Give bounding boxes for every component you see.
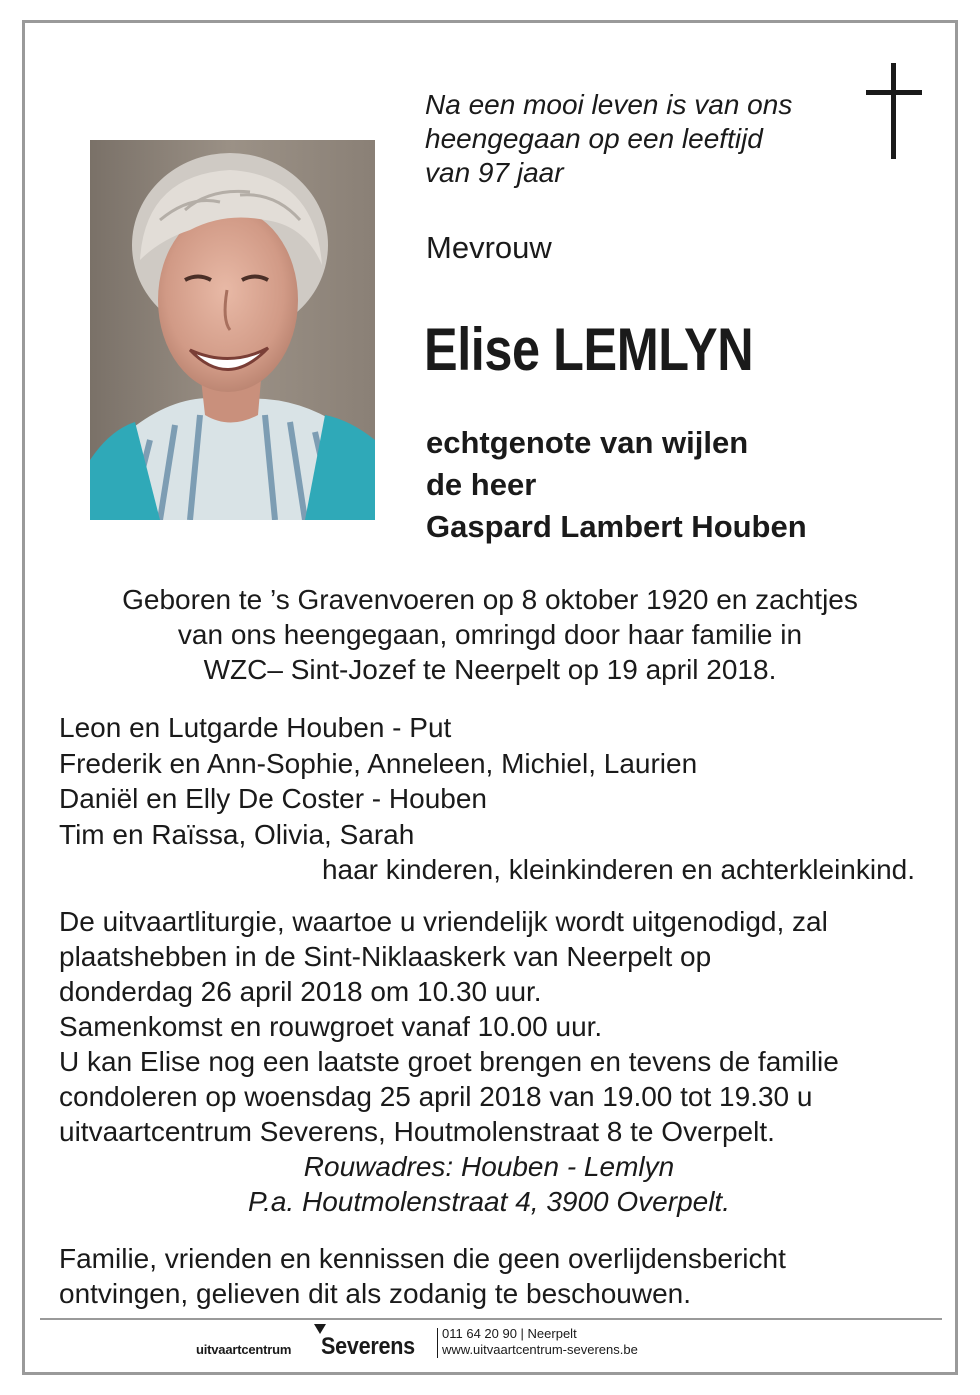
family-closing: haar kinderen, kleinkinderen en achterkleinkind. <box>321 854 915 885</box>
portrait-illustration <box>90 140 375 520</box>
cross-icon <box>866 63 922 159</box>
funeral-row: Samenkomst en rouwgroet vanaf 10.00 uur. <box>59 1011 603 1042</box>
intro-text <box>425 88 845 190</box>
funeral-row: U kan Elise nog een laatste groet brengen en tevens de familie <box>59 1046 839 1077</box>
family-row: Tim en Raïssa, Olivia, Sarah <box>59 818 415 850</box>
funeral-home-logo <box>196 1324 436 1364</box>
deceased-name: Elise LEMLYN <box>424 316 754 383</box>
contact-website[interactable]: www.uitvaartcentrum-severens.be <box>442 1342 638 1357</box>
spouse-line: de heer <box>426 467 537 502</box>
funeral-row: De uitvaartliturgie, waartoe u vriendelijk wordt uitgenodigd, zal <box>59 906 828 937</box>
portrait-photo <box>90 140 375 520</box>
footer-divider <box>40 1318 942 1320</box>
salutation: Mevrouw <box>426 230 552 265</box>
contact-phone: 011 64 20 90 | Neerpelt <box>442 1326 577 1341</box>
birth-line: van ons heengegaan, omringd door haar familie in <box>177 619 803 650</box>
family-row: Daniël en Elly De Coster - Houben <box>59 783 487 814</box>
logo-small-text: uitvaartcentrum <box>196 1342 292 1357</box>
mourning-address-street: P.a. Houtmolenstraat 4, 3900 Overpelt. <box>248 1186 730 1217</box>
birth-line: WZC– Sint-Jozef te Neerpelt op 19 april 2018. <box>203 654 777 685</box>
notice-text <box>59 1242 919 1311</box>
intro-line: heengegaan op een leeftijd <box>425 123 763 154</box>
spouse-line: echtgenote van wijlen <box>426 425 749 460</box>
funeral-row: plaatshebben in de Sint-Niklaaskerk van Neerpelt op <box>59 941 712 972</box>
spouse-line: Gaspard Lambert Houben <box>426 509 807 544</box>
funeral-details <box>59 904 929 1219</box>
notice-line: Familie, vrienden en kennissen die geen overlijdensbericht <box>59 1243 786 1274</box>
birth-line: Geboren te ’s Gravenvoeren op 8 oktober 1920 en zachtjes <box>122 584 858 615</box>
birth-death-text <box>40 582 940 687</box>
mourning-address: Rouwadres: Houben - Lemlyn <box>303 1151 675 1182</box>
notice-line: ontvingen, gelieven dit als zodanig te beschouwen. <box>59 1277 691 1309</box>
funeral-row: uitvaartcentrum Severens, Houtmolenstraat 8 te Overpelt. <box>59 1116 775 1147</box>
logo-big-text: Severens <box>321 1333 415 1360</box>
family-list <box>59 710 919 888</box>
intro-line: van 97 jaar <box>425 157 564 188</box>
footer-separator <box>437 1328 438 1358</box>
funeral-row: condoleren op woensdag 25 april 2018 van 19.00 tot 19.30 u <box>59 1081 813 1112</box>
family-row: Frederik en Ann-Sophie, Anneleen, Michiel, Laurien <box>59 747 698 779</box>
funeral-row: donderdag 26 april 2018 om 10.30 uur. <box>59 976 542 1007</box>
spouse-text <box>426 422 807 548</box>
family-row: Leon en Lutgarde Houben - Put <box>59 712 452 743</box>
contact-info <box>442 1326 638 1358</box>
intro-line: Na een mooi leven is van ons <box>425 89 793 120</box>
